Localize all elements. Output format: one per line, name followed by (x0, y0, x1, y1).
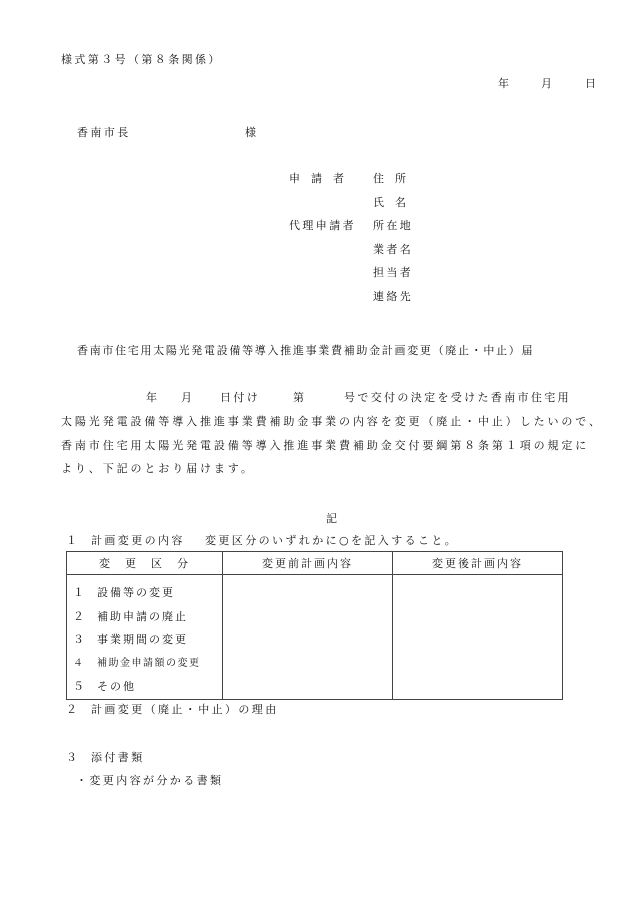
category-amount-change[interactable] (73, 652, 222, 676)
category-other[interactable] (73, 675, 222, 699)
category-label: 設備等の変更 (97, 586, 175, 599)
header-after-plan: 変更後計画内容 (393, 552, 563, 575)
header-change-category: 変 更 区 分 (67, 552, 223, 575)
addressee-honorific: 様 (245, 126, 256, 139)
agent-contact-person-label: 担当者 (373, 266, 414, 279)
category-number: ３ (73, 633, 84, 647)
section-2-number: ２ (66, 703, 77, 716)
section-2-title: 計画変更（廃止・中止）の理由 (91, 703, 279, 716)
attachment-item: ・変更内容が分かる書類 (76, 774, 224, 787)
table-body-row (67, 575, 563, 700)
category-cell (67, 575, 223, 700)
date-year-label: 年 (498, 77, 509, 90)
body-line-1-rest: 号で交付の決定を受けた香南市住宅用 (344, 391, 571, 404)
body-line-4: より、下記のとおり届けます。 (61, 462, 255, 475)
ki-heading: 記 (326, 512, 337, 525)
date-day-label: 日 (585, 77, 596, 90)
section-3-title: 添付書類 (91, 751, 145, 764)
category-number: ２ (73, 609, 84, 623)
section-3-number: ３ (66, 751, 77, 764)
section-1-number: １ (66, 534, 77, 547)
category-label: 補助申請の廃止 (97, 609, 188, 623)
category-label: 補助金申請額の変更 (97, 657, 201, 669)
document-title: 香南市住宅用太陽光発電設備等導入推進事業費補助金計画変更（廃止・中止）届 (77, 344, 535, 357)
section-1-title: 計画変更の内容 (91, 534, 185, 547)
before-plan-cell[interactable] (223, 575, 393, 700)
body-line-1 (0, 389, 630, 407)
body-day-suffix: 日付け (220, 391, 261, 404)
agent-company-label: 業者名 (373, 243, 414, 256)
category-period-change[interactable] (73, 628, 222, 652)
after-plan-cell[interactable] (393, 575, 563, 700)
date-month-label: 月 (541, 77, 552, 90)
agent-role: 代理申請者 (289, 219, 356, 232)
change-table (66, 551, 563, 700)
category-list (67, 575, 222, 699)
form-number: 様式第３号（第８条関係） (61, 53, 222, 66)
addressee-name: 香南市長 (77, 126, 131, 139)
applicant-name-label: 氏 名 (373, 196, 406, 209)
category-number: ４ (73, 657, 83, 669)
table-header-row (67, 552, 563, 575)
body-year: 年 (146, 391, 157, 404)
body-line-3: 香南市住宅用太陽光発電設備等導入推進事業費補助金交付要綱第８条第１項の規定に (61, 439, 590, 452)
category-equipment-change[interactable] (73, 581, 222, 605)
header-before-plan: 変更前計画内容 (223, 552, 393, 575)
category-number: ５ (73, 680, 84, 694)
applicant-role: 申 請 者 (289, 172, 344, 185)
category-label: 事業期間の変更 (97, 633, 188, 647)
category-number: １ (73, 586, 84, 599)
applicant-address-label: 住 所 (373, 172, 406, 185)
agent-location-label: 所在地 (373, 219, 414, 232)
body-dai: 第 (293, 391, 304, 404)
body-line-2: 太陽光発電設備等導入推進事業費補助金事業の内容を変更（廃止・中止）したいので、 (61, 415, 603, 428)
agent-phone-label: 連絡先 (373, 290, 414, 303)
category-label: その他 (97, 680, 136, 694)
section-1-instruction: 変更区分のいずれかに○を記入すること。 (205, 534, 459, 547)
category-application-withdrawal[interactable] (73, 605, 222, 629)
body-month: 月 (181, 391, 192, 404)
